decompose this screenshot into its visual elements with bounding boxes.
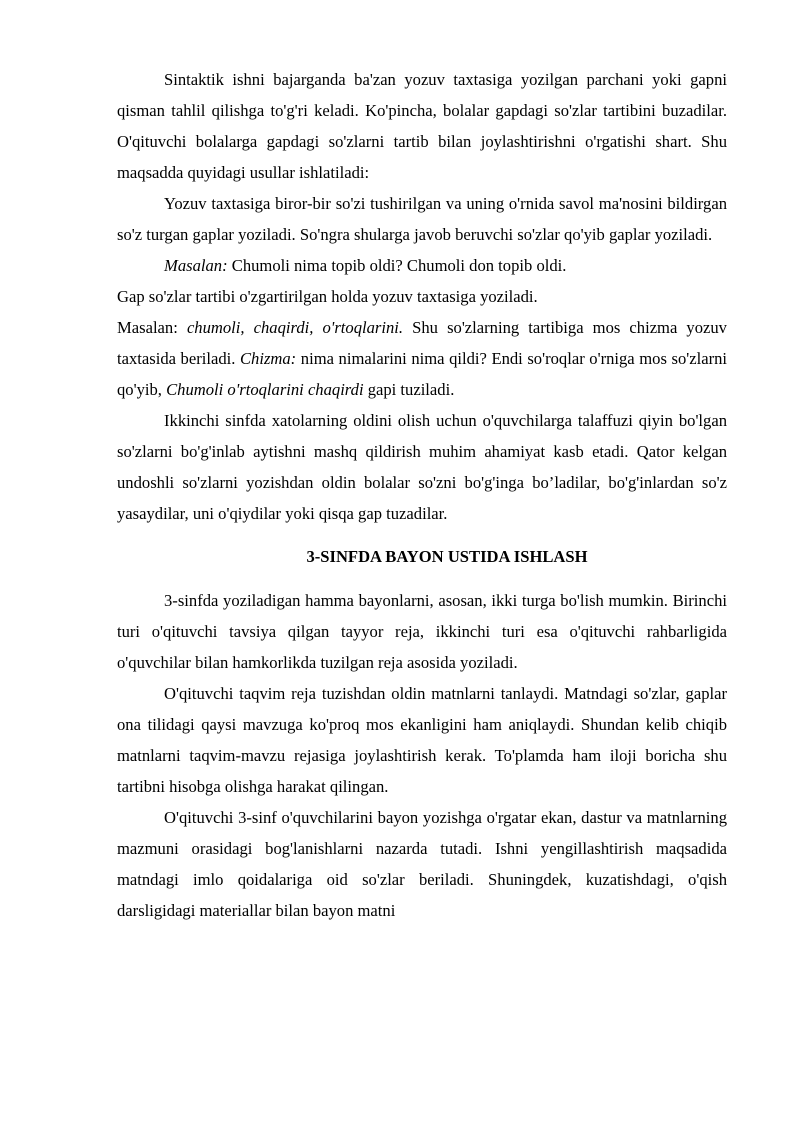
paragraph-teacher-plan: O'qituvchi taqvim reja tuzishdan oldin matnlarni tanlaydi. Matndagi so'zlar, gaplar ona tilidagi qaysi mavzuga ko'proq mos ekanligini ham aniqlaydi. Shundan kelib chiqib matnlarni taqvim-mavzu rejasiga joylashtirish kerak. To'plamda ham iloji boricha shu tartibni hisobga olishga harakat qilingan. <box>117 684 727 796</box>
paragraph-example-1 <box>117 250 727 281</box>
example-2-end: gapi tuziladi. <box>363 380 455 399</box>
example-2-rest: nima nimalarini nima qildi? Endi so'roqlar o'rniga mos so'zlarni qo'yib, <box>117 349 728 399</box>
example-label: Masalan: <box>164 256 228 275</box>
example-text: Chumoli nima topib oldi? Chumoli don topib oldi. <box>227 256 567 275</box>
paragraph-dictation-types: 3-sinfda yoziladigan hamma bayonlarni, asosan, ikki turga bo'lish mumkin. Birinchi turi o'qituvchi tavsiya qilgan tayyor reja, ikkinchi turi esa o'qituvchi rahbarligida o'quvchilar bilan hamkorlikda tuzilgan reja asosida yoziladi. <box>117 591 727 672</box>
paragraph-second-grade: Ikkinchi sinfda xatolarning oldini olish uchun o'quvchilarga talaffuzi qiyin bo'lgan so'zlarni bo'g'inlab aytishni mashq qildirish muhim ahamiyat kasb etadi. Qator kelgan undoshli so'zlarni yozishdan oldin bolalar so'zni bo'g'inga bo’ladilar, bo'g'inlardan so'z yasaydilar, uni o'qiydilar yoki qisqa gap tuzadilar. <box>117 411 727 523</box>
paragraph-teaching-dictation: O'qituvchi 3-sinf o'quvchilarini bayon yozishga o'rgatar ekan, dastur va matnlarning mazmuni orasidagi bog'lanishlarni nazarda tutadi. Ishni yengillashtirish maqsadida matndagi imlo qoidalariga oid so'zlar beriladi. Shuningdek, kuzatishdagi, o'qish darsligidagi materiallar bilan bayon matni <box>117 808 727 920</box>
document-body <box>117 64 727 926</box>
section-heading: 3-SINFDA BAYON USTIDA ISHLASH <box>306 547 588 566</box>
paragraph-example-2 <box>117 312 727 405</box>
paragraph-blackboard-method: Yozuv taxtasiga biror-bir so'zi tushirilgan va uning o'rnida savol ma'nosini bildirgan so'z turgan gaplar yoziladi. So'ngra shularga javob beruvchi so'zlar qo'yib gaplar yoziladi. <box>117 194 727 244</box>
example-2-mid: Shu so'zlarning tartibiga mos chizma yozuv taxtasida beriladi. <box>117 318 727 368</box>
example-2-sentence: Chumoli o'rtoqlarini chaqirdi <box>166 380 364 399</box>
paragraph-syntactic-work: Sintaktik ishni bajarganda ba'zan yozuv taxtasiga yozilgan parchani yoki gapni qisman tahlil qilishga to'g'ri keladi. Ko'pincha, bolalar gapdagi so'zlar tartibini buzadilar. O'qituvchi bolalarga gapdagi so'zlarni tartib bilan joylashtirishni o'rgatishi shart. Shu maqsadda quyidagi usullar ishlatiladi: <box>117 70 727 182</box>
chizma-label: Chizma: <box>239 349 297 368</box>
example-2-words: chumoli, chaqirdi, o'rtoqlarini. <box>186 318 404 337</box>
example-2-prefix: Masalan: <box>117 318 187 337</box>
paragraph-word-order: Gap so'zlar tartibi o'zgartirilgan holda yozuv taxtasiga yoziladi. <box>117 287 538 306</box>
